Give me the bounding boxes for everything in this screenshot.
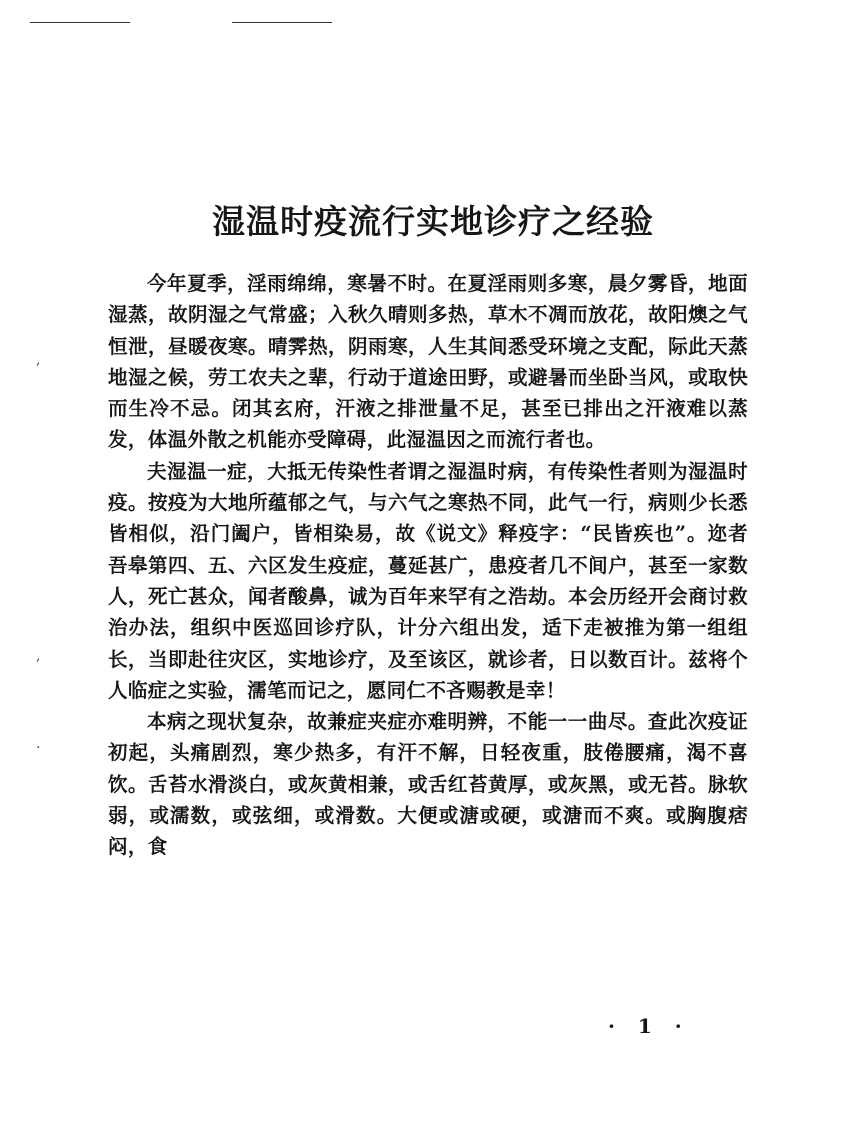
top-rule-left <box>30 22 130 23</box>
paragraph-3: 本病之现状复杂，故兼症夹症亦难明辨，不能一一曲尽。查此次疫证初起，头痛剧烈，寒少热多，有汗不解，日轻夜重，肢倦腰痛，渴不喜饮。舌苔水滑淡白，或灰黄相兼，或舌红苔黄厚，或灰黑，或无苔。脉软弱，或濡数，或弦细，或滑数。大便或溏或硬，或溏而不爽。或胸腹痞闷，食 <box>108 710 748 859</box>
top-rule-right <box>232 22 332 23</box>
page-title: 湿温时疫流行实地诊疗之经验 <box>212 202 654 241</box>
margin-mark: , <box>36 648 41 664</box>
article-body <box>108 268 748 863</box>
margin-mark: . <box>36 736 41 752</box>
margin-mark: , <box>36 352 41 368</box>
paragraph-1: 今年夏季，淫雨绵绵，寒暑不时。在夏淫雨则多寒，晨夕雾昏，地面湿蒸，故阴湿之气常盛；入秋久晴则多热，草木不凋而放花，故阳燠之气恒泄，昼暖夜寒。晴霁热，阴雨寒，人生其间悉受环境之支配，际此天蒸地湿之候，劳工农夫之辈，行动于道途田野，或避暑而坐卧当风，或取快而生冷不忌。闭其玄府，汗液之排泄量不足，甚至已排出之汗液难以蒸发，体温外散之机能亦受障碍，此湿温因之而流行者也。 <box>108 272 748 452</box>
page-number: · 1 · <box>608 1014 690 1038</box>
paragraph-2: 夫湿温一症，大抵无传染性者谓之湿温时病，有传染性者则为湿温时疫。按疫为大地所蕴郁之气，与六气之寒热不同，此气一行，病则少长悉皆相似，沿门阖户，皆相染易，故《说文》释疫字：“民皆疾也”。迩者吾皋第四、五、六区发生疫症，蔓延甚广，患疫者几不间户，甚至一家数人，死亡甚众，闻者酸鼻，诚为百年来罕有之浩劫。本会历经开会商讨救治办法，组织中医巡回诊疗队，计分六组出发，适下走被推为第一组组长，当即赴往灾区，实地诊疗，及至该区，就诊者，日以数百计。兹将个人临症之实验，濡笔而记之，愿同仁不吝赐教是幸！ <box>108 459 748 702</box>
